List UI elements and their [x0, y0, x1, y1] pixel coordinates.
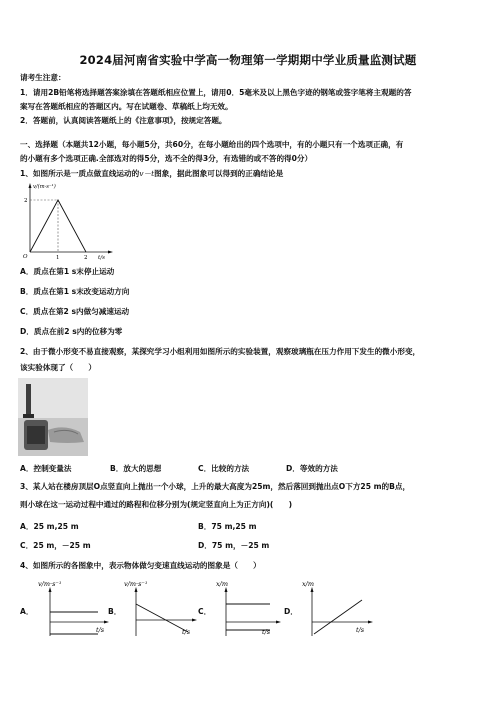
q1-x-label: t/s: [98, 255, 105, 260]
q1-y-arrow: [29, 183, 32, 188]
question-1-option-a: A．质点在第1 s末停止运动: [20, 267, 115, 276]
q1-x-arrow: [108, 251, 113, 254]
q4c-y-label: x/m: [216, 580, 229, 588]
q1-origin: O: [23, 254, 28, 260]
q1-y-tick: 2: [24, 198, 28, 204]
question-2-option-d: D．等效的方法: [286, 464, 338, 473]
question-2-option-a: A．控制变量法: [20, 464, 72, 473]
q1-y-label: v/(m·s⁻¹): [33, 184, 56, 190]
q4a-y-label: v/m·s⁻¹: [38, 580, 62, 588]
q4b-x-label: t/s: [182, 628, 191, 636]
q4b-y-label: v/m·s⁻¹: [124, 580, 148, 588]
question-4-graph-c: [212, 578, 284, 640]
q4d-x-label: t/s: [356, 626, 365, 634]
question-1-stem-var: v－t: [139, 169, 155, 178]
question-3-option-a: A．25 m,25 m: [20, 522, 79, 531]
question-2-option-b: B．放大的思想: [110, 464, 162, 473]
question-3-option-d: D．75 m，－25 m: [198, 541, 270, 550]
q4b-line: [136, 604, 188, 632]
question-3-option-b: B．75 m,25 m: [198, 522, 257, 531]
question-1-stem: [20, 168, 283, 179]
question-4-graph-a: [36, 578, 112, 640]
question-4-stem: 4、如图所示的各图象中，表示物体做匀变速直线运动的图象是（ ）: [20, 561, 261, 570]
question-3-stem: 3、某人站在楼房顶层O点竖直向上抛出一个小球，上升的最大高度为25m，然后落回到抛出点O下方25 m的B点，: [20, 482, 411, 491]
notice-line-3: 2．答题前，认真阅读答题纸上的《注意事项》，按规定答题。: [20, 116, 227, 125]
notice-line-2: 案写在答题纸相应的答题区内。写在试题卷、草稿纸上均无效。: [20, 102, 233, 111]
question-2-stem: 2、由于微小形变不易直接观察，某探究学习小组利用如图所示的实验装置，观察玻璃瓶在压力作用下发生的微小形变，: [20, 347, 421, 356]
q4a-x-label: t/s: [96, 626, 105, 634]
q4d-line: [314, 600, 362, 634]
q1-x-tick-1: 1: [56, 255, 60, 260]
question-2-option-c: C．比较的方法: [198, 464, 250, 473]
notice-heading: 请考生注意：: [20, 73, 66, 82]
question-1-option-b: B．质点在第1 s末改变运动方向: [20, 287, 130, 296]
question-1-option-d: D．质点在前2 s内的位移为零: [20, 327, 123, 336]
question-1-vt-graph: [18, 180, 118, 260]
q1-x-tick-2: 2: [84, 255, 88, 260]
question-3-option-c: C．25 m，－25 m: [20, 541, 91, 550]
question-4-option-d: D．: [284, 607, 298, 616]
section-heading: 一、选择题（本题共12小题，每小题5分，共60分，在每小题给出的四个选项中，有的小题只有一个选项正确，有: [20, 140, 404, 149]
question-3-stem-cont: 则小球在这一运动过程中通过的路程和位移分别为(规定竖直向上为正方向)( ): [20, 500, 293, 509]
question-2-photo: [18, 378, 88, 456]
question-2-stem-cont: 该实验体现了（ ）: [20, 363, 96, 372]
question-4-graph-b: [120, 578, 200, 640]
q4d-y-label: x/m: [302, 580, 315, 588]
question-1-option-c: C．质点在第2 s内做匀减速运动: [20, 307, 130, 316]
question-1-stem-a: 1、如图所示是一质点做直线运动的: [20, 169, 140, 178]
question-4-option-a: A．: [20, 607, 34, 616]
question-4-option-c: C．: [198, 607, 212, 616]
notice-line-1: 1．请用2B铅笔将选择题答案涂填在答题纸相应位置上，请用0．5毫米及以上黑色字迹的钢笔或签字笔将主观题的答: [20, 88, 412, 97]
section-heading-cont: 的小题有多个选项正确.全部选对的得5分，选不全的得3分，有选错的或不答的得0分）: [20, 154, 313, 163]
question-4-graph-d: [296, 578, 376, 640]
q4c-x-label: t/s: [262, 628, 271, 636]
question-1-stem-b: 图象，据此图象可以得到的正确结论是: [154, 169, 284, 178]
page-title: 2024届河南省实验中学高一物理第一学期期中学业质量监测试题: [79, 53, 417, 67]
question-4-option-b: B．: [108, 607, 122, 616]
